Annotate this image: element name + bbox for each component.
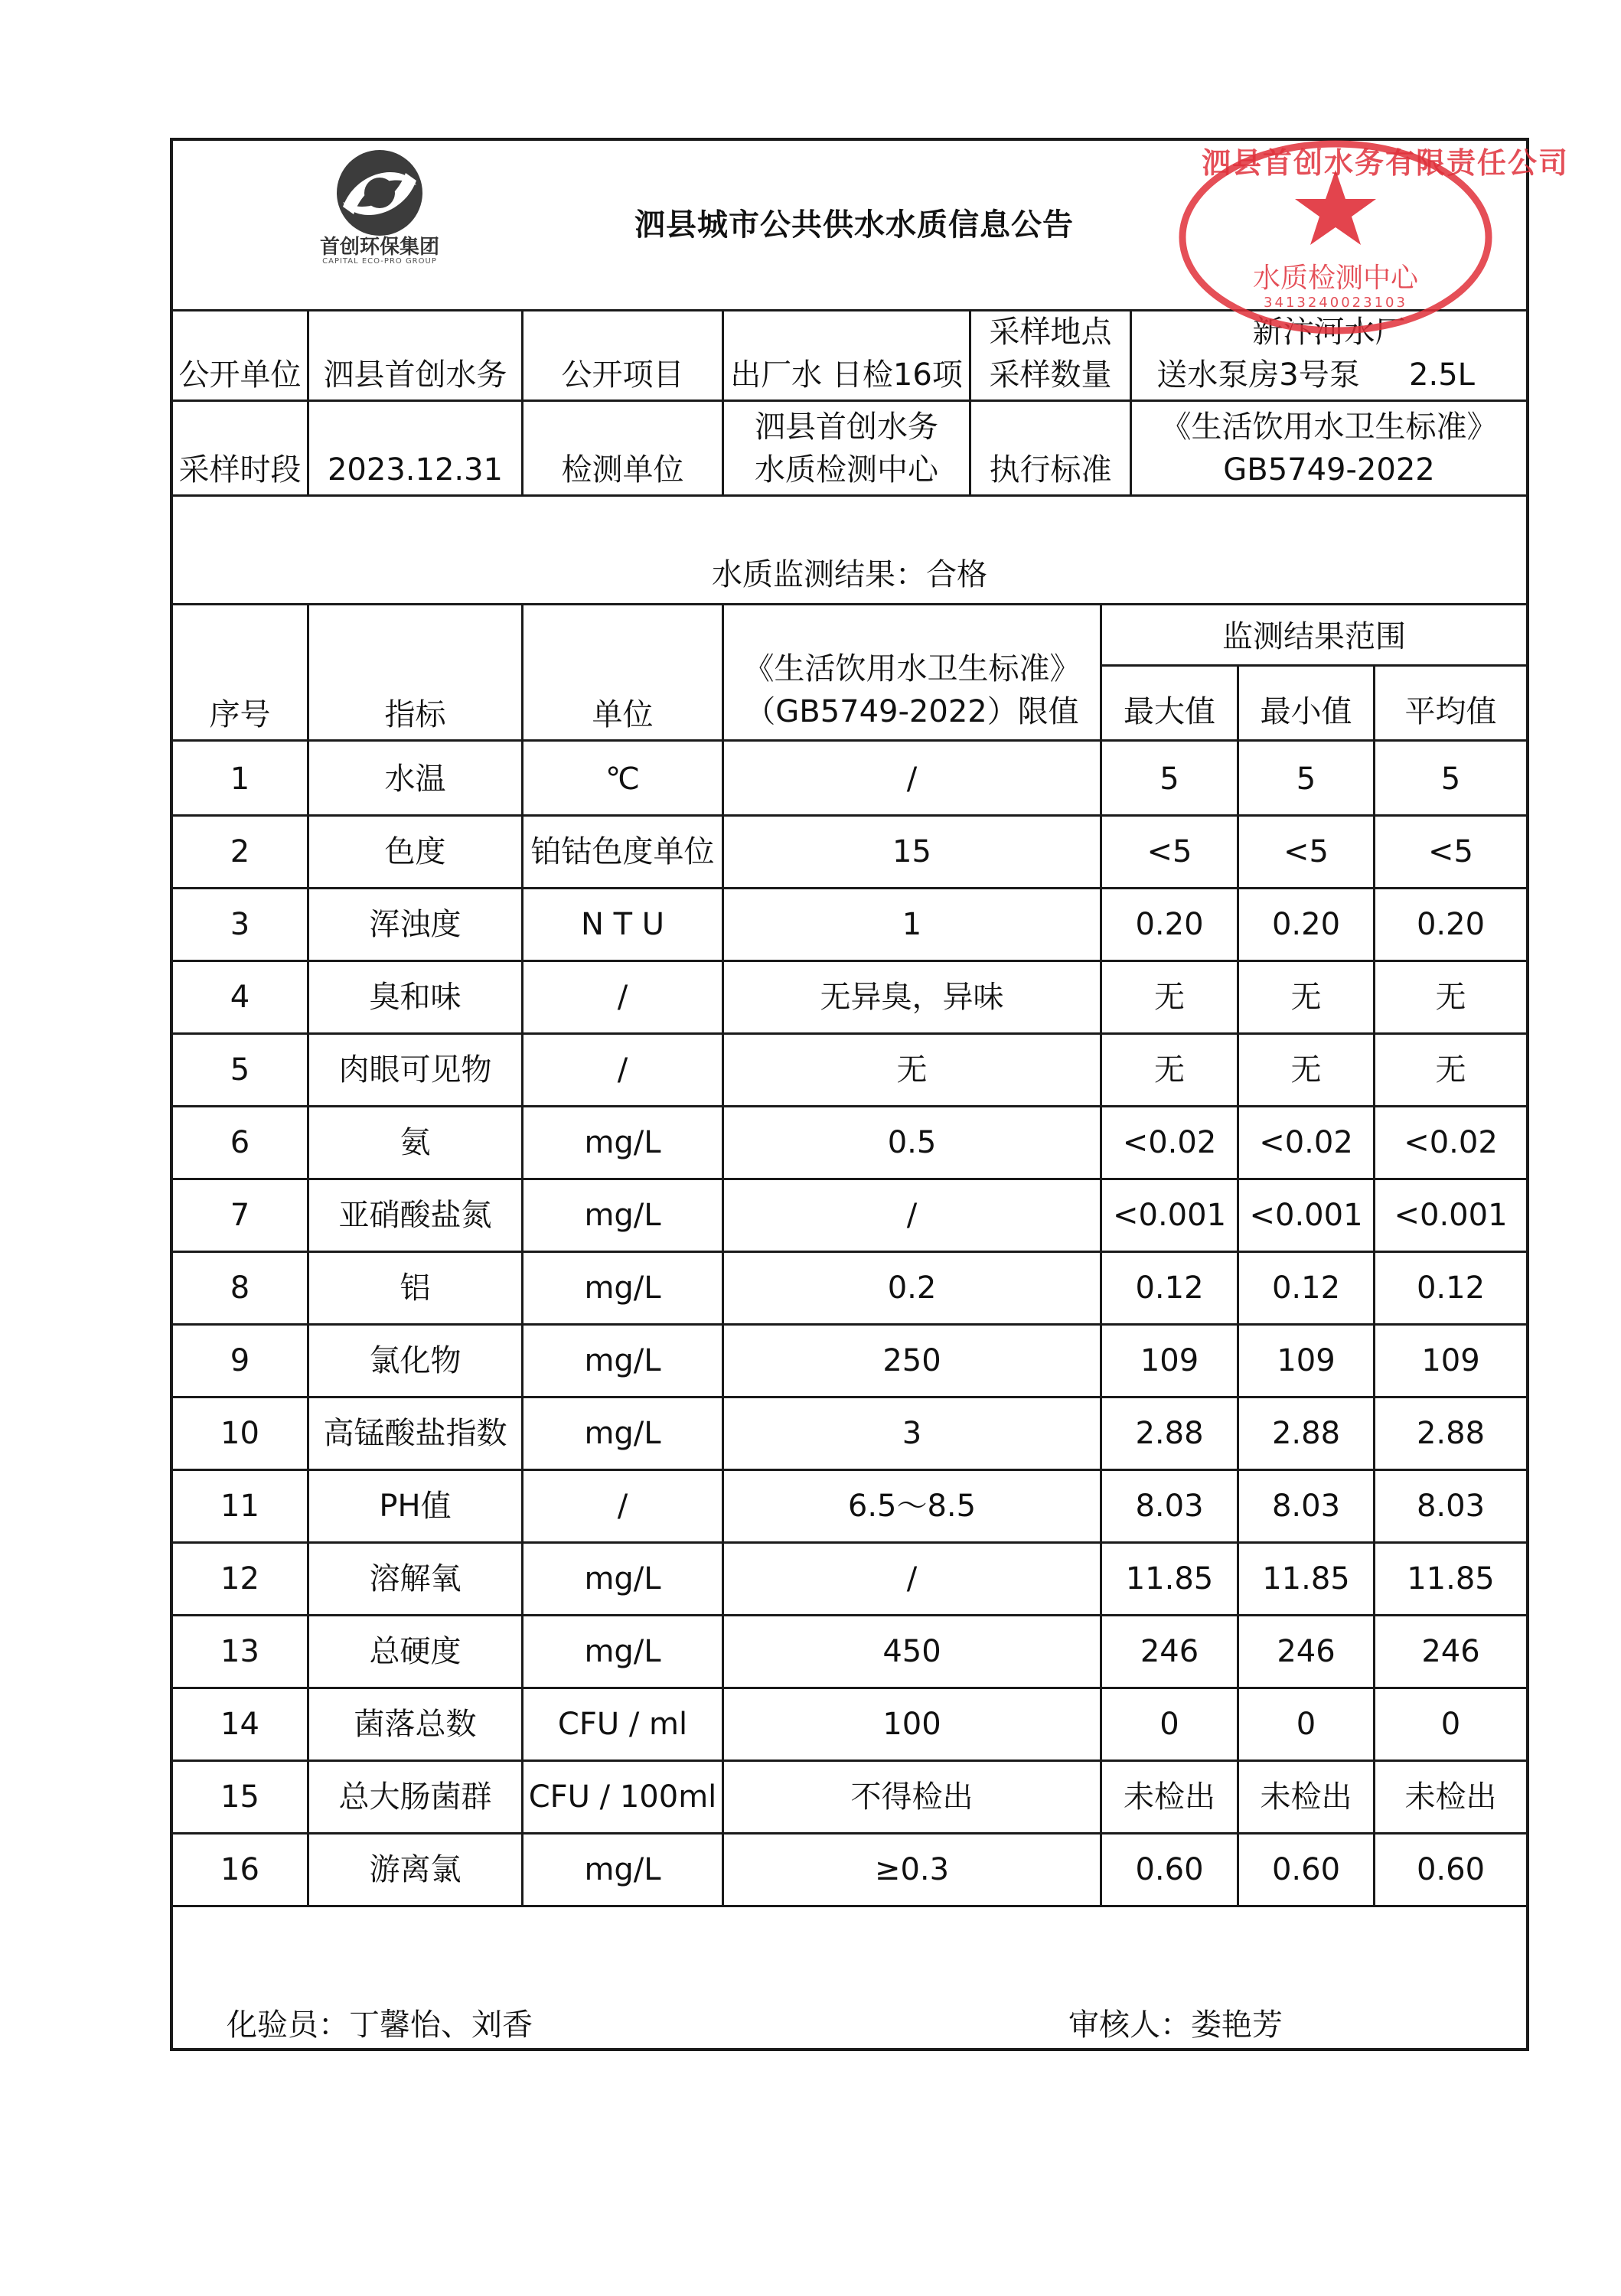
header-unit: 单位 (592, 697, 654, 732)
stamp-top-text: 泗县首创水务有限责任公司 (1202, 146, 1570, 180)
cell-index: 8 (230, 1270, 250, 1306)
water-quality-notice-sheet (170, 138, 1570, 2051)
cell-min: 未检出 (1260, 1779, 1352, 1815)
tester-names: 丁馨怡、刘香 (349, 2007, 533, 2043)
cell-min: <0.001 (1249, 1198, 1363, 1233)
cell-avg: 无 (1435, 980, 1466, 1015)
label-public-item: 公开项目 (561, 357, 684, 393)
cell-indicator: 臭和味 (369, 980, 462, 1015)
cell-index: 5 (230, 1052, 250, 1088)
cell-index: 13 (220, 1634, 259, 1669)
tester-label: 化验员： (227, 2007, 349, 2043)
cell-indicator: 氨 (400, 1125, 431, 1160)
cell-indicator: 色度 (384, 834, 446, 869)
cell-unit: mg/L (584, 1198, 661, 1233)
cell-unit: ℃ (605, 762, 640, 797)
cell-index: 14 (220, 1707, 259, 1742)
cell-max: 未检出 (1124, 1779, 1215, 1815)
cell-indicator: 游离氯 (369, 1852, 462, 1887)
cell-indicator: 水温 (384, 762, 446, 797)
cell-indicator: 铝 (400, 1270, 431, 1306)
cell-avg: <0.001 (1394, 1198, 1508, 1233)
cell-min: 2.88 (1271, 1416, 1341, 1451)
cell-limit: 0.5 (887, 1125, 937, 1160)
header-range: 监测结果范围 (1222, 619, 1406, 654)
label-sampling-site: 采样地点 (989, 315, 1112, 350)
label-public-unit: 公开单位 (178, 357, 302, 393)
cell-max: 2.88 (1135, 1416, 1204, 1451)
cell-index: 2 (230, 834, 250, 869)
cell-min: 11.85 (1262, 1561, 1350, 1596)
header-min: 最小值 (1260, 694, 1352, 729)
cell-unit: mg/L (584, 1416, 661, 1451)
sampling-qty-value: 2.5L (1409, 357, 1475, 393)
cell-indicator: 浑浊度 (369, 907, 462, 942)
cell-index: 7 (230, 1198, 250, 1233)
cell-indicator: 总大肠菌群 (338, 1779, 492, 1815)
standard-line1: 《生活饮用水卫生标准》 (1160, 409, 1498, 445)
cell-index: 3 (230, 907, 250, 942)
header-max: 最大值 (1124, 694, 1215, 729)
cell-index: 9 (230, 1343, 250, 1378)
cell-limit: 100 (882, 1707, 941, 1742)
cell-limit: / (906, 1198, 918, 1233)
cell-min: 8.03 (1271, 1489, 1341, 1524)
cell-indicator: 亚硝酸盐氮 (338, 1198, 492, 1233)
cell-min: 0.12 (1271, 1270, 1341, 1306)
cell-index: 12 (220, 1561, 259, 1596)
header-indicator: 指标 (384, 697, 446, 732)
cell-avg: <0.02 (1404, 1125, 1498, 1160)
header-limit-line2: （GB5749-2022）限值 (745, 694, 1079, 729)
logo-name: 首创环保集团 (319, 236, 439, 259)
header-index: 序号 (209, 697, 271, 732)
public-item-value: 出厂水 日检16项 (730, 357, 963, 393)
cell-unit: / (617, 980, 628, 1015)
cell-limit: 450 (882, 1634, 941, 1669)
cell-min: 0.60 (1271, 1852, 1341, 1887)
sampling-site-detail: 送水泵房3号泵 (1156, 357, 1360, 393)
cell-limit: 1 (902, 907, 922, 942)
cell-indicator: PH值 (379, 1489, 452, 1524)
cell-unit: / (617, 1489, 628, 1524)
cell-max: 8.03 (1135, 1489, 1204, 1524)
cell-limit: 3 (902, 1416, 922, 1451)
header-limit-line1: 《生活饮用水卫生标准》 (743, 651, 1081, 687)
cell-avg: 8.03 (1416, 1489, 1486, 1524)
cell-unit: mg/L (584, 1561, 661, 1596)
cell-unit: / (617, 1052, 628, 1088)
label-testing-unit: 检测单位 (561, 452, 684, 488)
cell-unit: mg/L (584, 1270, 661, 1306)
cell-index: 15 (220, 1779, 259, 1815)
cell-avg: 0.20 (1416, 907, 1486, 942)
cell-index: 10 (220, 1416, 259, 1451)
cell-min: 5 (1296, 762, 1316, 797)
cell-limit: / (906, 1561, 918, 1596)
cell-index: 11 (220, 1489, 259, 1524)
cell-avg: 0 (1440, 1707, 1461, 1742)
cell-unit: mg/L (584, 1852, 661, 1887)
cell-max: 0.60 (1135, 1852, 1204, 1887)
cell-unit: N T U (580, 907, 665, 942)
cell-max: 无 (1154, 980, 1185, 1015)
cell-unit: mg/L (584, 1634, 661, 1669)
cell-avg: 5 (1440, 762, 1461, 797)
cell-limit: 250 (882, 1343, 941, 1378)
cell-max: 246 (1140, 1634, 1199, 1669)
page-title: 泗县城市公共供水水质信息公告 (634, 207, 1074, 243)
cell-limit: 0.2 (887, 1270, 937, 1306)
cell-indicator: 肉眼可见物 (338, 1052, 492, 1088)
cell-min: 246 (1277, 1634, 1336, 1669)
cell-limit: ≥0.3 (874, 1852, 950, 1887)
cell-unit: CFU / 100ml (528, 1779, 717, 1815)
cell-avg: 未检出 (1404, 1779, 1497, 1815)
cell-max: 0.20 (1135, 907, 1204, 942)
standard-line2: GB5749-2022 (1223, 452, 1435, 488)
cell-limit: 6.5～8.5 (847, 1489, 977, 1524)
reviewer-line (1068, 2001, 1283, 2044)
label-sampling-qty: 采样数量 (989, 357, 1112, 393)
cell-max: <5 (1146, 834, 1192, 869)
cell-min: 109 (1277, 1343, 1336, 1378)
cell-limit: 不得检出 (850, 1779, 974, 1815)
cell-avg: 无 (1435, 1052, 1466, 1088)
cell-unit: 铂钴色度单位 (530, 834, 715, 869)
cell-max: 0.12 (1135, 1270, 1204, 1306)
header-avg: 平均值 (1404, 694, 1497, 729)
cell-max: <0.001 (1112, 1198, 1227, 1233)
cell-avg: 0.60 (1416, 1852, 1486, 1887)
cell-unit: mg/L (584, 1125, 661, 1160)
cell-max: 5 (1159, 762, 1179, 797)
cell-min: 无 (1290, 980, 1322, 1015)
cell-max: 109 (1140, 1343, 1199, 1378)
public-unit-value: 泗县首创水务 (323, 357, 507, 393)
cell-indicator: 高锰酸盐指数 (323, 1416, 507, 1451)
cell-min: 无 (1290, 1052, 1322, 1088)
company-logo (280, 141, 479, 294)
cell-avg: 109 (1421, 1343, 1480, 1378)
cell-limit: 无 (896, 1052, 928, 1088)
cell-index: 1 (230, 762, 250, 797)
official-stamp (1171, 130, 1570, 337)
cell-limit: 无异臭，异味 (820, 980, 1004, 1015)
testing-unit-line2: 水质检测中心 (755, 452, 938, 488)
cell-unit: mg/L (584, 1343, 661, 1378)
cell-max: 无 (1154, 1052, 1185, 1088)
stamp-code: 3413240023103 (1264, 295, 1407, 311)
cell-limit: / (906, 762, 918, 797)
label-sampling-period: 采样时段 (178, 452, 302, 488)
tester-line (227, 2001, 533, 2044)
cell-index: 6 (230, 1125, 250, 1160)
reviewer-name: 娄艳芳 (1191, 2007, 1283, 2043)
cell-indicator: 菌落总数 (354, 1707, 477, 1742)
cell-min: 0.20 (1271, 907, 1341, 942)
cell-index: 16 (220, 1852, 259, 1887)
cell-indicator: 氯化物 (369, 1343, 462, 1378)
cell-limit: 15 (892, 834, 931, 869)
cell-max: 11.85 (1125, 1561, 1214, 1596)
cell-avg: 246 (1421, 1634, 1480, 1669)
reviewer-label: 审核人： (1068, 2007, 1191, 2043)
sampling-period-value: 2023.12.31 (327, 452, 504, 488)
cell-index: 4 (230, 980, 250, 1015)
label-standard: 执行标准 (989, 452, 1112, 488)
result-summary: 水质监测结果：合格 (712, 557, 987, 592)
sampling-site-value: 新汴河水厂 (1252, 315, 1406, 350)
cell-avg: 0.12 (1416, 1270, 1486, 1306)
logo-english: CAPITAL ECO-PRO GROUP (322, 257, 437, 266)
cell-min: <0.02 (1259, 1125, 1353, 1160)
cell-avg: <5 (1428, 834, 1473, 869)
cell-max: 0 (1159, 1707, 1179, 1742)
cell-min: 0 (1296, 1707, 1316, 1742)
cell-min: <5 (1283, 834, 1329, 869)
cell-indicator: 总硬度 (369, 1634, 462, 1669)
testing-unit-line1: 泗县首创水务 (755, 409, 938, 445)
cell-max: <0.02 (1122, 1125, 1217, 1160)
cell-avg: 11.85 (1407, 1561, 1495, 1596)
cell-unit: CFU / ml (557, 1707, 688, 1742)
cell-indicator: 溶解氧 (369, 1561, 462, 1596)
cell-avg: 2.88 (1416, 1416, 1486, 1451)
stamp-bottom-text: 水质检测中心 (1252, 263, 1418, 294)
